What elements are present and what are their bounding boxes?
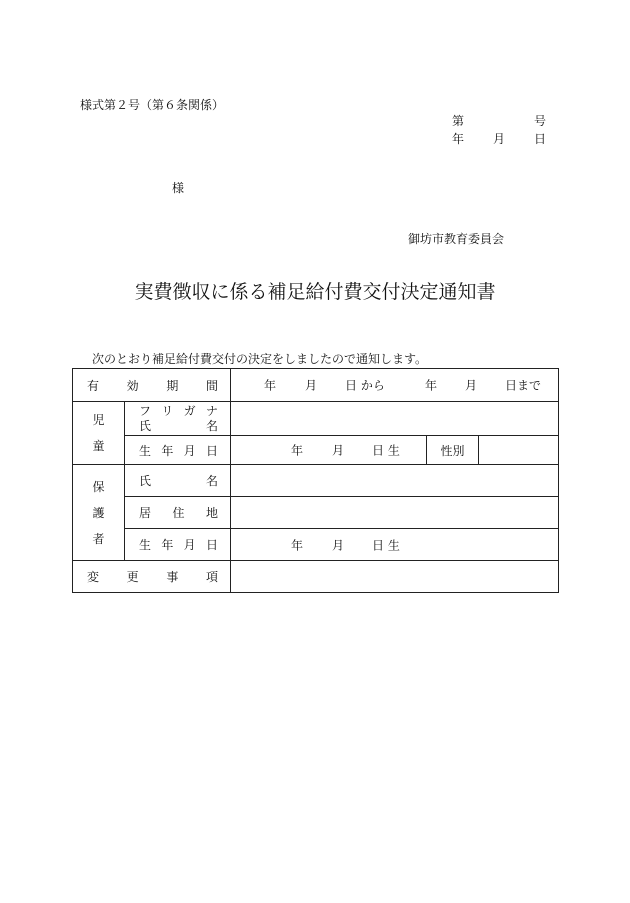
changes-label: 変 更 事 項 <box>73 561 231 593</box>
notification-table <box>72 368 559 593</box>
number-dai: 第 <box>452 114 465 128</box>
guardian-name-value[interactable] <box>231 465 559 497</box>
child-birth-label: 生 年 月 日 <box>125 436 231 465</box>
guardian-address-value[interactable] <box>231 497 559 529</box>
changes-row <box>73 561 559 593</box>
page-title: 実費徴収に係る補足給付費交付決定通知書 <box>134 281 496 303</box>
guardian-birth-label: 生 年 月 日 <box>125 529 231 561</box>
child-birth-row <box>73 436 559 465</box>
guardian-address-label: 居 住 地 <box>125 497 231 529</box>
issue-date <box>452 130 552 146</box>
guardian-name-row <box>73 465 559 497</box>
child-name-label: フ リ ガ ナ 氏 名 <box>125 402 231 436</box>
validity-row <box>73 369 559 402</box>
document-number <box>452 112 552 128</box>
guardian-birth-value[interactable]: 年 月 日 生 <box>231 529 559 561</box>
guardian-address-row <box>73 497 559 529</box>
gender-label: 性別 <box>427 436 479 465</box>
form-number: 様式第２号（第６条関係） <box>80 98 225 112</box>
changes-value[interactable] <box>231 561 559 593</box>
issuer: 御坊市教育委員会 <box>408 232 505 246</box>
date-month: 月 <box>493 132 506 146</box>
date-day: 日 <box>534 132 547 146</box>
date-year: 年 <box>452 132 465 146</box>
guardian-group-label: 保 護 者 <box>73 465 125 561</box>
validity-value[interactable]: 年 月 日 から 年 月 日まで <box>231 369 559 402</box>
child-birth-value[interactable]: 年 月 日 生 <box>231 436 427 465</box>
child-name-value[interactable] <box>231 402 559 436</box>
gender-value[interactable] <box>479 436 559 465</box>
child-name-row <box>73 402 559 436</box>
guardian-birth-row <box>73 529 559 561</box>
addressee-suffix: 様 <box>172 181 185 195</box>
child-group-label: 児 童 <box>73 402 125 465</box>
number-go: 号 <box>534 114 547 128</box>
validity-label: 有 効 期 間 <box>73 369 231 402</box>
guardian-name-label: 氏 名 <box>125 465 231 497</box>
lead-text: 次のとおり補足給付費交付の決定をしましたので通知します。 <box>92 352 428 366</box>
